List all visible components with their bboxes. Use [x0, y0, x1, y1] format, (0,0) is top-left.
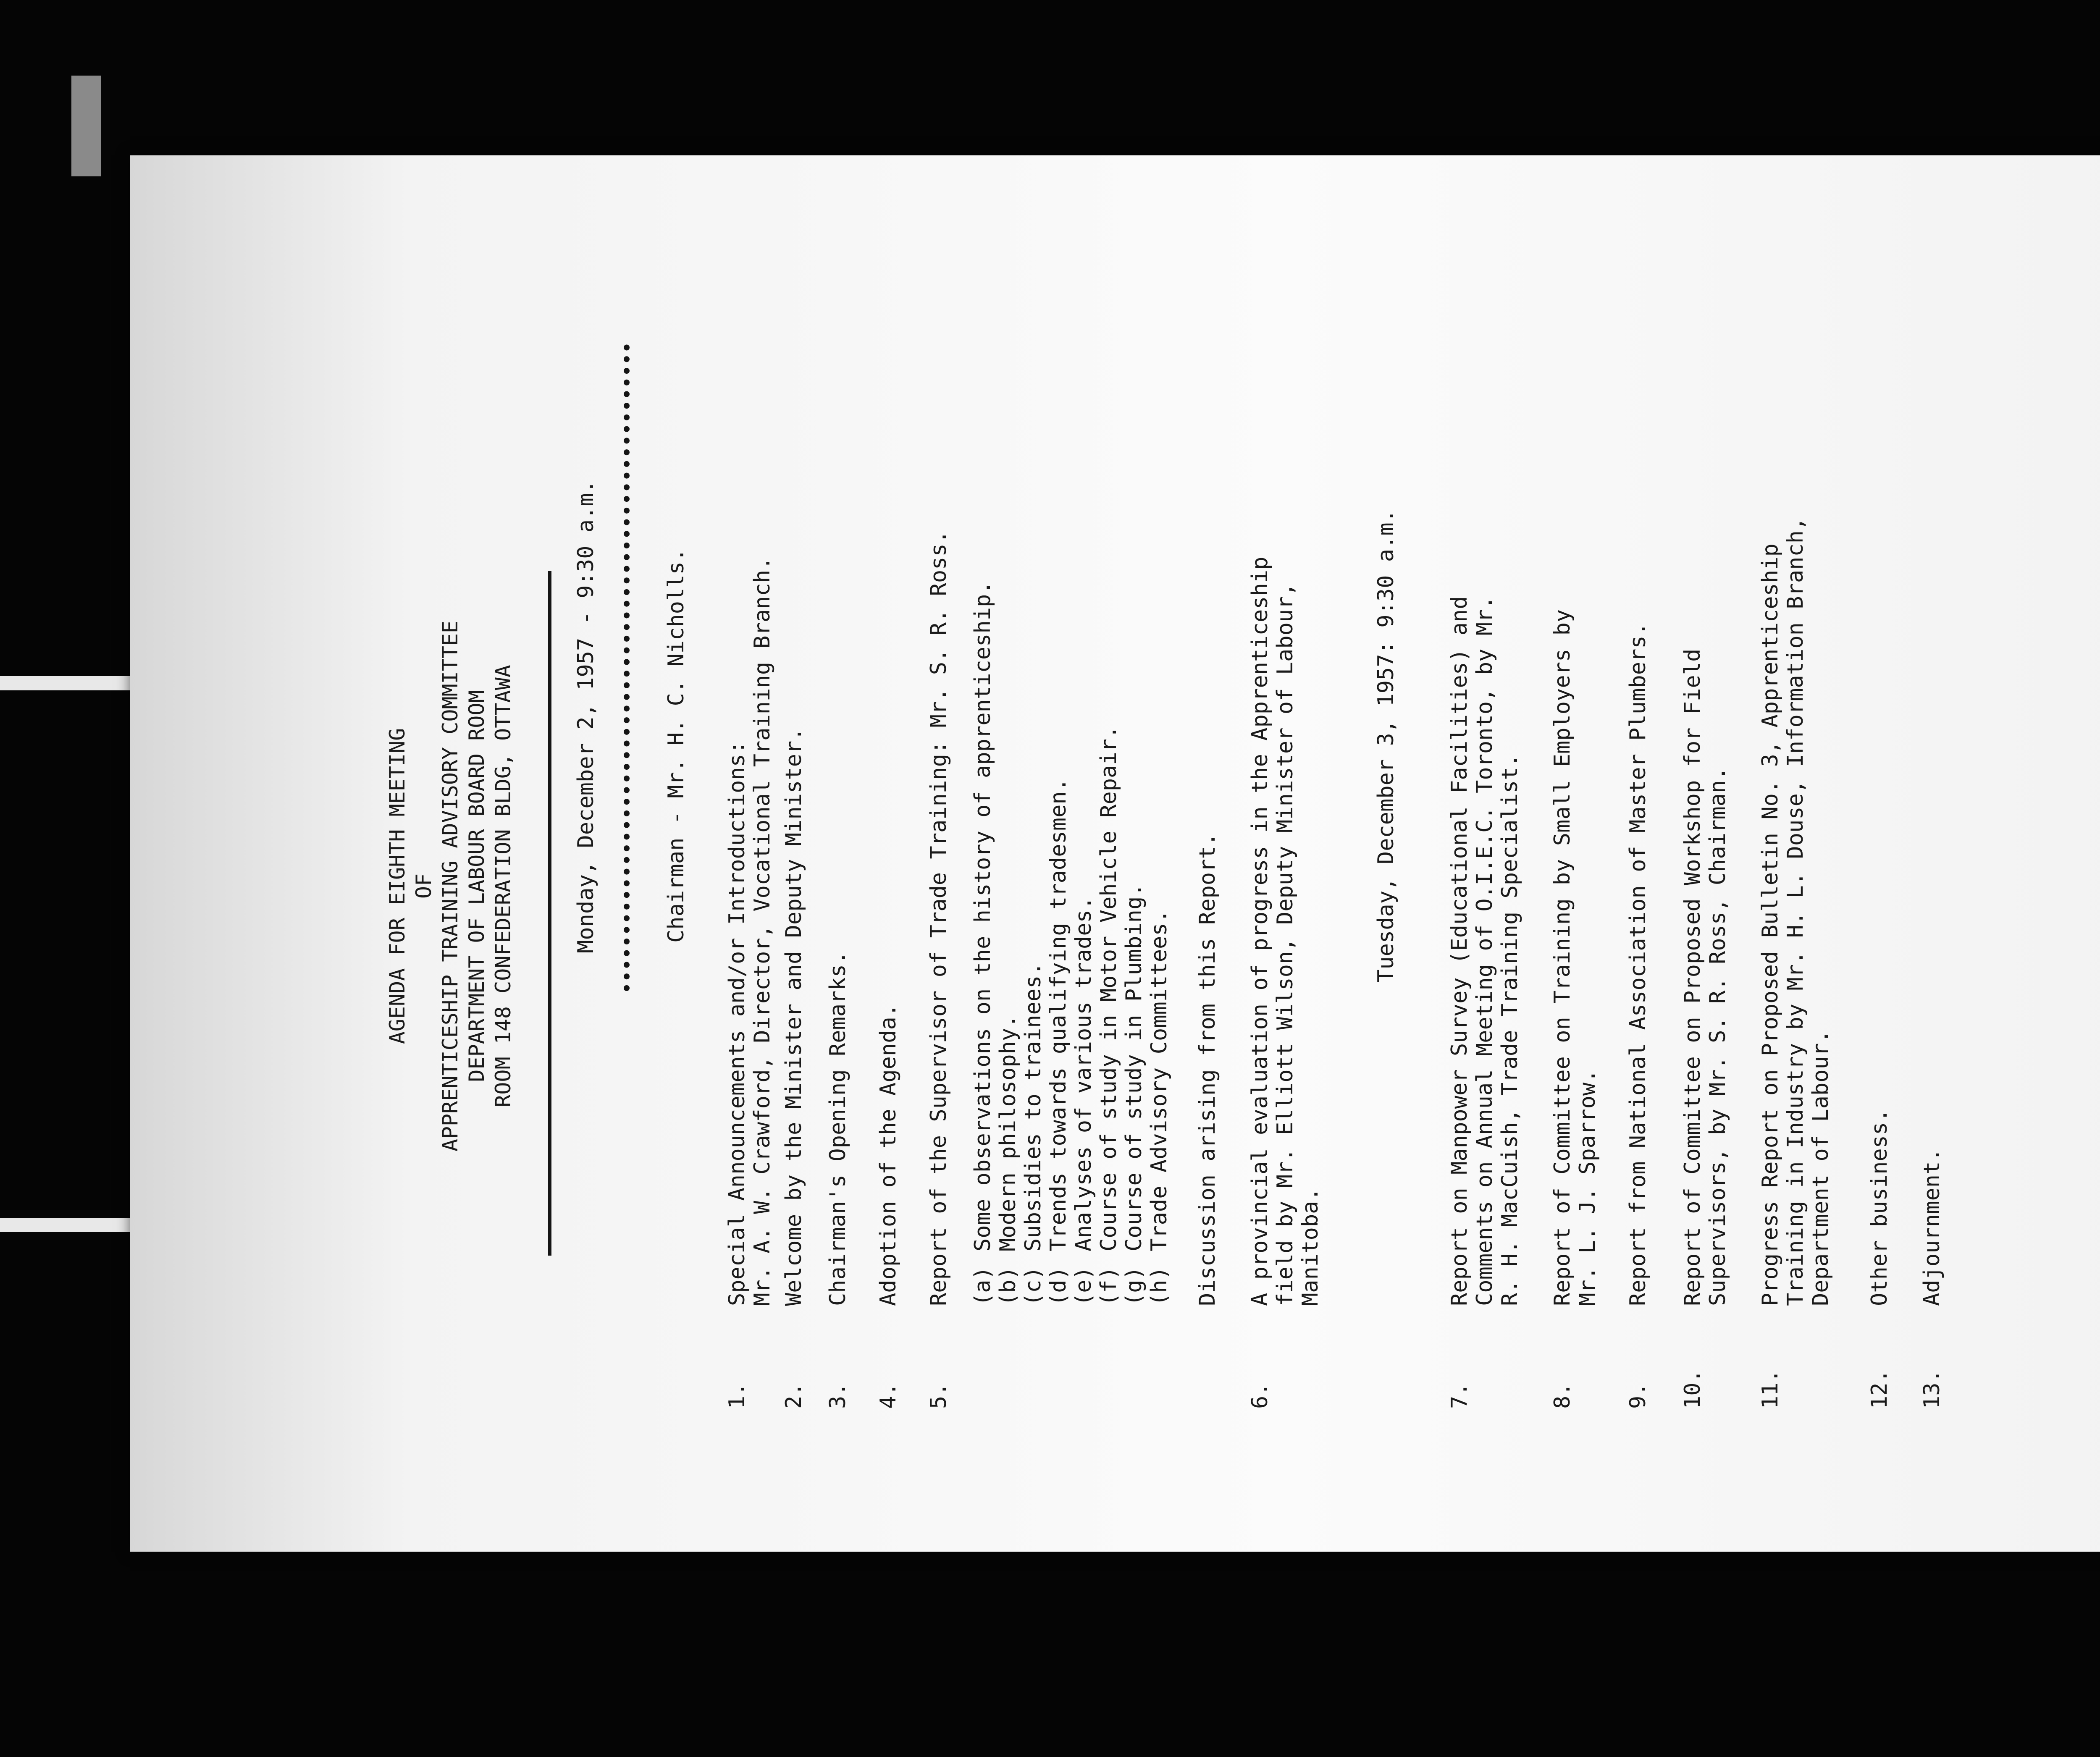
item-text: Welcome by the Minister and Deputy Minister.	[781, 727, 806, 1306]
subitem-text: Subsidies to trainees.	[1021, 962, 1046, 1251]
item-number: 12.	[1867, 1369, 1892, 1409]
chairman-line: Chairman - Mr. H. C. Nicholls.	[664, 548, 689, 943]
heading-line-2: OF	[412, 873, 436, 899]
heading-line-4: DEPARTMENT OF LABOUR BOARD ROOM	[465, 690, 489, 1082]
item-text: Chairman's Opening Remarks.	[825, 951, 850, 1306]
heading-line-5: ROOM 148 CONFEDERATION BLDG, OTTAWA	[491, 665, 515, 1107]
heading-line-1: AGENDA FOR EIGHTH MEETING	[385, 728, 410, 1044]
item-number: 11.	[1758, 1369, 1783, 1409]
item-text: Mr. L. J. Sparrow.	[1575, 1069, 1600, 1306]
item-text: Adjournment.	[1919, 1148, 1945, 1306]
film-edge-mark	[0, 676, 151, 690]
subitem-label: (g)	[1121, 1267, 1147, 1306]
subitem-label: (a)	[970, 1267, 995, 1306]
item-text: Report on Manpower Survey (Educational Facilities) and	[1447, 596, 1472, 1306]
day2-date: Tuesday, December 3, 1957: 9:30 a.m.	[1373, 509, 1399, 983]
agenda-content	[355, 340, 2100, 1432]
discussion-line: Discussion arising from this Report.	[1195, 832, 1220, 1306]
film-edge-mark	[0, 1218, 134, 1232]
subitem-label: (f)	[1096, 1267, 1121, 1306]
item-text: Department of Labour.	[1808, 1030, 1833, 1306]
subitem-text: Trade Advisory Committees.	[1147, 910, 1172, 1251]
item-text: Report of Committee on Training by Small Employers by	[1550, 609, 1575, 1306]
subitem-label: (h)	[1147, 1267, 1172, 1306]
item-text: Mr. A. W. Crawford, Director, Vocational Training Branch.	[750, 556, 775, 1306]
item-text: Comments on Annual Meeting of O.I.E.C. Toronto, by Mr.	[1472, 596, 1497, 1306]
item-number: 10.	[1680, 1369, 1705, 1409]
item-text: Special Announcements and/or Introductions:	[724, 740, 750, 1306]
item-text: Training in Industry by Mr. H. L. Douse, Information Branch,	[1783, 517, 1808, 1306]
top-rule	[548, 571, 551, 1256]
item-number: 6.	[1247, 1382, 1273, 1409]
subitem-text: Some observations on the history of apprenticeship.	[970, 581, 995, 1251]
item-text: Progress Report on Proposed Bulletin No. 3, Apprenticeship	[1758, 543, 1783, 1306]
subitem-text: Course of study in Motor Vehicle Repair.	[1096, 725, 1121, 1251]
subitem-label: (b)	[995, 1267, 1021, 1306]
subitem-text: Course of study in Plumbing.	[1121, 883, 1147, 1251]
subitem-label: (e)	[1071, 1267, 1096, 1306]
item-number: 3.	[825, 1382, 850, 1409]
item-number: 8.	[1550, 1382, 1575, 1409]
heading-line-3: APPRENTICESHIP TRAINING ADVISORY COMMITTEE	[438, 620, 462, 1152]
item-number: 13.	[1919, 1369, 1945, 1409]
item-number: 7.	[1447, 1382, 1472, 1409]
item-number: 4.	[876, 1382, 901, 1409]
item-text: Manitoba.	[1298, 1188, 1323, 1306]
item-text: A provincial evaluation of progress in the Apprenticeship	[1247, 556, 1273, 1306]
item-text: Other business.	[1867, 1109, 1892, 1306]
item-number: 1.	[724, 1382, 750, 1409]
item-text: field by Mr. Elliott Wilson, Deputy Minister of Labour,	[1273, 583, 1298, 1306]
item-number: 2.	[781, 1382, 806, 1409]
day1-date: Monday, December 2, 1957 - 9:30 a.m.	[573, 480, 598, 953]
item-text: Supervisors, by Mr. S. R. Ross, Chairman.	[1705, 767, 1730, 1306]
item-number: 9.	[1625, 1382, 1651, 1409]
item-text: Report from National Association of Master Plumbers.	[1625, 622, 1651, 1306]
subitem-text: Modern philosophy.	[995, 1015, 1021, 1251]
subitem-text: Trends towards qualifying tradesmen.	[1046, 778, 1071, 1251]
item-number: 5.	[926, 1382, 951, 1409]
item-text: R. H. MacCuish, Trade Training Specialist.	[1497, 754, 1522, 1306]
subitem-label: (c)	[1021, 1267, 1046, 1306]
subitem-label: (d)	[1046, 1267, 1071, 1306]
item-text: Report of the Supervisor of Trade Training: Mr. S. R. Ross.	[926, 530, 951, 1306]
film-sprocket-mark	[71, 76, 101, 176]
dotted-rule	[624, 344, 630, 991]
subitem-text: Analyses of various trades.	[1071, 896, 1096, 1251]
item-text: Report of Committee on Proposed Workshop for Field	[1680, 648, 1705, 1306]
document-page	[130, 155, 2100, 1552]
item-text: Adoption of the Agenda.	[876, 1003, 901, 1306]
